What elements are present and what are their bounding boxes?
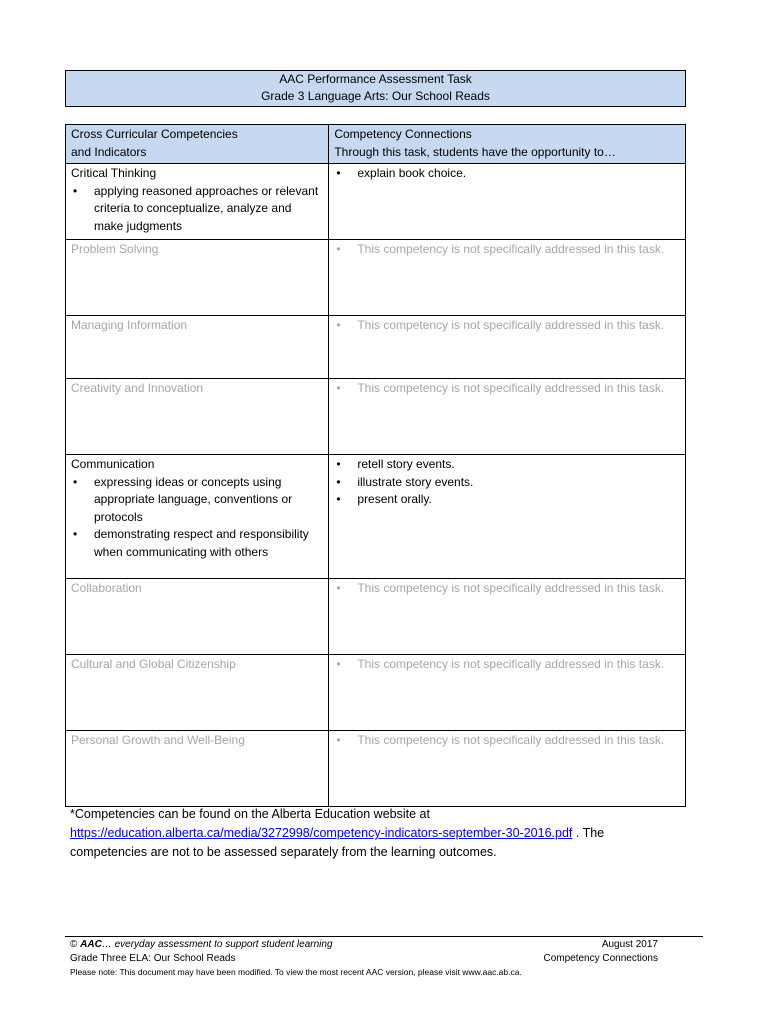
table-row [66, 455, 686, 579]
competency-cell [66, 316, 329, 379]
connection-list [334, 165, 680, 183]
footer-disclaimer: Please note: This document may have been modified. To view the most recent AAC version, please visit www.aac.ab.ca. [70, 967, 522, 977]
note-line3: competencies are not to be assessed separately from the learning outcomes. [70, 845, 497, 859]
footer-date: August 2017 [601, 939, 658, 950]
competency-name: Communication [71, 457, 155, 471]
competency-name: Creativity and Innovation [71, 381, 204, 395]
footer-tagline: … everyday assessment to support student learning [101, 939, 333, 950]
document-title: AAC Performance Assessment Task [279, 72, 472, 86]
connection-item: • This competency is not specifically addressed in this task. [334, 580, 680, 598]
footer-course: Grade Three ELA: Our School Reads [70, 953, 236, 964]
connection-item: • illustrate story events. [334, 474, 680, 492]
col1-header-line1: Cross Curricular Competencies [71, 127, 238, 141]
indicator-list [71, 474, 323, 562]
connection-cell [329, 455, 686, 579]
footer-row-2 [70, 952, 658, 966]
col-header-connections [329, 125, 686, 164]
connection-cell [329, 579, 686, 655]
indicator-item: • expressing ideas or concepts using appropriate language, conventions or protocols [71, 474, 323, 527]
competency-name: Problem Solving [71, 242, 159, 256]
connection-cell [329, 655, 686, 731]
competency-name: Critical Thinking [71, 166, 157, 180]
footer-section: Competency Connections [543, 953, 658, 964]
col2-header-line1: Competency Connections [334, 127, 472, 141]
aac-brand: AAC [80, 939, 102, 950]
competency-cell [66, 579, 329, 655]
indicator-list [71, 183, 323, 236]
connection-item: • retell story events. [334, 456, 680, 474]
alberta-education-link[interactable]: https://education.alberta.ca/media/3272998/competency-indicators-september-30-2016.pdf [70, 826, 573, 840]
connection-item: • This competency is not specifically addressed in this task. [334, 732, 680, 750]
document-title-box [65, 70, 686, 107]
connection-cell [329, 164, 686, 240]
document-subtitle: Grade 3 Language Arts: Our School Reads [261, 89, 490, 103]
connection-item: • This competency is not specifically addressed in this task. [334, 380, 680, 398]
competencies-note [70, 805, 710, 862]
competency-name: Collaboration [71, 581, 142, 595]
connection-item: • present orally. [334, 491, 680, 509]
note-line1: *Competencies can be found on the Alberta Education website at [70, 807, 430, 821]
table-row [66, 316, 686, 379]
competency-cell [66, 455, 329, 579]
connection-list [334, 241, 680, 259]
table-header-row [66, 125, 686, 164]
competency-cell [66, 655, 329, 731]
footer-row-1 [70, 938, 658, 952]
competency-cell [66, 379, 329, 455]
table-row [66, 379, 686, 455]
col-header-competencies [66, 125, 329, 164]
connection-list [334, 456, 680, 509]
footer-divider [65, 936, 703, 937]
competency-name: Managing Information [71, 318, 188, 332]
connection-item: • explain book choice. [334, 165, 680, 183]
connection-list [334, 656, 680, 674]
page-footer [70, 938, 658, 978]
note-line2 [70, 824, 710, 843]
connection-list [334, 732, 680, 750]
copyright-symbol: © [70, 939, 78, 950]
table-row [66, 731, 686, 807]
connection-cell [329, 240, 686, 316]
competency-cell [66, 164, 329, 240]
connection-list [334, 380, 680, 398]
connection-list [334, 317, 680, 335]
connection-item: • This competency is not specifically addressed in this task. [334, 317, 680, 335]
table-row [66, 240, 686, 316]
competency-cell [66, 240, 329, 316]
competency-cell [66, 731, 329, 807]
connection-item: • This competency is not specifically addressed in this task. [334, 241, 680, 259]
connection-item: • This competency is not specifically addressed in this task. [334, 656, 680, 674]
col2-header-line2: Through this task, students have the opportunity to… [334, 144, 616, 159]
connection-list [334, 580, 680, 598]
connection-cell [329, 731, 686, 807]
indicator-item: • demonstrating respect and responsibility when communicating with others [71, 526, 323, 561]
competency-table [65, 124, 686, 807]
footer-brand-line [70, 938, 333, 952]
col1-header-line2: and Indicators [71, 144, 147, 159]
connection-cell [329, 379, 686, 455]
table-row [66, 579, 686, 655]
competency-name: Cultural and Global Citizenship [71, 657, 236, 671]
connection-cell [329, 316, 686, 379]
note-link-suffix: . The [572, 826, 605, 840]
competency-name: Personal Growth and Well-Being [71, 733, 245, 747]
table-row [66, 164, 686, 240]
indicator-item: • applying reasoned approaches or relevant criteria to conceptualize, analyze and make judgments [71, 183, 323, 236]
table-row [66, 655, 686, 731]
